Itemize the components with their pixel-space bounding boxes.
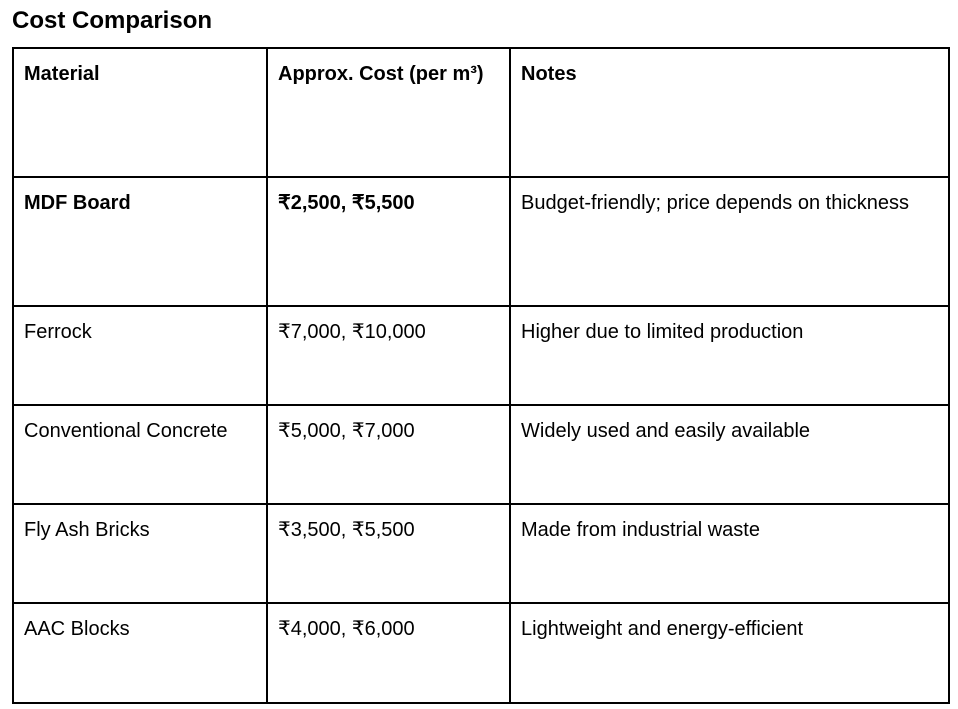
table-row	[13, 405, 949, 504]
table-row	[13, 177, 949, 306]
header-material: Material	[13, 48, 267, 177]
header-notes: Notes	[510, 48, 949, 177]
cell-cost: ₹2,500, ₹5,500	[267, 177, 510, 306]
cell-material: Ferrock	[13, 306, 267, 405]
table-row	[13, 603, 949, 703]
table-row	[13, 504, 949, 603]
cell-material: MDF Board	[13, 177, 267, 306]
cell-notes: Lightweight and energy-efficient	[510, 603, 949, 703]
table-row	[13, 306, 949, 405]
cost-comparison-table	[12, 47, 950, 704]
cell-cost: ₹7,000, ₹10,000	[267, 306, 510, 405]
cell-material: Fly Ash Bricks	[13, 504, 267, 603]
cell-cost: ₹4,000, ₹6,000	[267, 603, 510, 703]
cell-notes: Made from industrial waste	[510, 504, 949, 603]
page-title: Cost Comparison	[12, 7, 213, 34]
cell-material: Conventional Concrete	[13, 405, 267, 504]
cell-cost: ₹3,500, ₹5,500	[267, 504, 510, 603]
table-header-row	[13, 48, 949, 177]
cell-notes: Budget-friendly; price depends on thickness	[510, 177, 949, 306]
cell-material: AAC Blocks	[13, 603, 267, 703]
header-approx-cost: Approx. Cost (per m³)	[267, 48, 510, 177]
cell-cost: ₹5,000, ₹7,000	[267, 405, 510, 504]
cell-notes: Higher due to limited production	[510, 306, 949, 405]
cell-notes: Widely used and easily available	[510, 405, 949, 504]
